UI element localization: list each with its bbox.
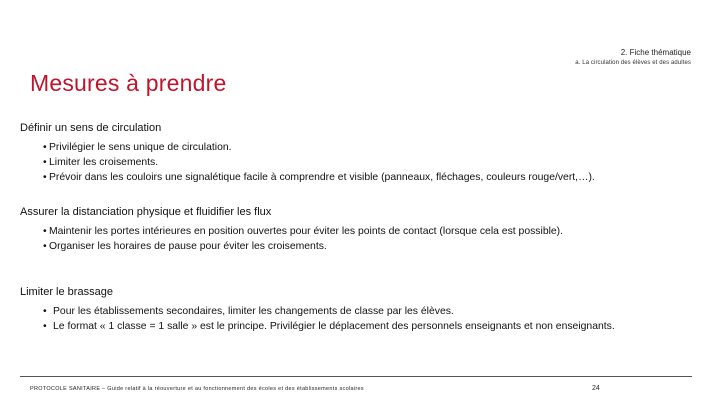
header-section-label: 2. Fiche thématique	[620, 48, 691, 57]
list-item	[43, 319, 615, 334]
bullet-icon: •	[43, 241, 47, 252]
list-item	[43, 140, 595, 155]
list-item-text: Limiter les croisements.	[49, 157, 159, 168]
bullet-icon: •	[43, 226, 47, 237]
footer-divider	[20, 376, 692, 377]
page-title: Mesures à prendre	[30, 70, 227, 96]
section-circulation	[20, 122, 595, 185]
bullet-icon: •	[43, 157, 47, 168]
footer-text: PROTOCOLE SANITAIRE – Guide relatif à la réouverture et au fonctionnement des écoles et des établissements scolaires	[30, 386, 364, 392]
list-item	[43, 239, 563, 254]
bullet-list	[20, 224, 563, 254]
section-heading: Assurer la distanciation physique et fluidifier les flux	[20, 206, 272, 218]
list-item-text: Privilégier le sens unique de circulation.	[49, 142, 232, 153]
section-distanciation	[20, 206, 563, 254]
list-item	[43, 155, 595, 170]
bullet-icon: •	[43, 142, 47, 153]
section-brassage	[20, 286, 615, 334]
bullet-icon: •	[43, 306, 47, 317]
header-subsection-label: a. La circulation des élèves et des adultes	[575, 60, 691, 66]
section-heading: Définir un sens de circulation	[20, 122, 162, 134]
list-item	[43, 224, 563, 239]
header-meta	[575, 47, 691, 69]
list-item	[43, 170, 595, 185]
bullet-list	[20, 140, 595, 185]
section-heading: Limiter le brassage	[20, 286, 113, 298]
list-item-text: Prévoir dans les couloirs une signalétique facile à comprendre et visible (panneaux, fléchages, couleurs rouge/vert,…).	[49, 172, 595, 183]
bullet-icon: •	[43, 321, 47, 332]
list-item-text: Pour les établissements secondaires, limiter les changements de classe par les élèves.	[53, 306, 454, 317]
bullet-list	[20, 304, 615, 334]
bullet-icon: •	[43, 172, 47, 183]
list-item-text: Organiser les horaires de pause pour éviter les croisements.	[49, 241, 327, 252]
list-item	[43, 304, 615, 319]
page-number: 24	[592, 385, 600, 392]
list-item-text: Maintenir les portes intérieures en position ouvertes pour éviter les points de contact (lorsque cela est possible).	[49, 226, 564, 237]
list-item-text: Le format « 1 classe = 1 salle » est le principe. Privilégier le déplacement des personnels enseignants et non enseignants.	[53, 321, 615, 332]
